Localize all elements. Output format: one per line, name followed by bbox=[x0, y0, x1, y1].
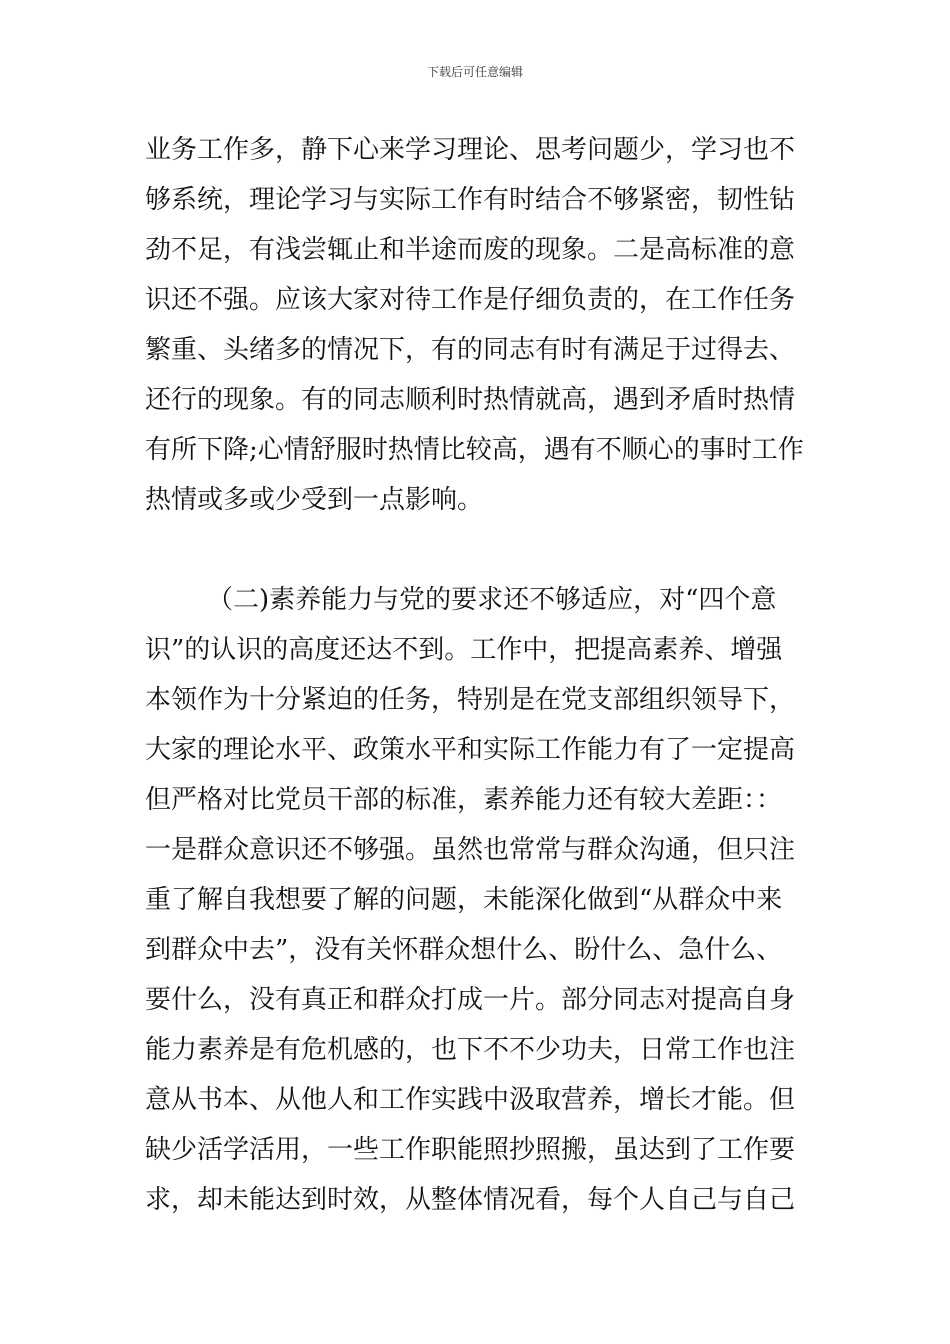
text-line: 大家的理论水平、政策水平和实际工作能力有了一定提高 bbox=[145, 735, 796, 765]
text-line: （二)素养能力与党的要求还不够适应，对“四个意 bbox=[207, 585, 777, 615]
text-line: 意从书本、从他人和工作实践中汲取营养，增长才能。但 bbox=[145, 1085, 796, 1115]
text-line: 热情或多或少受到一点影响。 bbox=[145, 485, 484, 515]
text-line: 本领作为十分紧迫的任务，特别是在党支部组织领导下， bbox=[145, 685, 796, 715]
text-line: 要什么，没有真正和群众打成一片。部分同志对提高自身 bbox=[145, 985, 796, 1015]
text-line: 够系统，理论学习与实际工作有时结合不够紧密，韧性钻 bbox=[145, 185, 796, 215]
text-line: 能力素养是有危机感的，也下不不少功夫，日常工作也注 bbox=[145, 1035, 796, 1065]
text-line: 缺少活学活用，一些工作职能照抄照搬，虽达到了工作要 bbox=[145, 1135, 796, 1165]
text-line: 到群众中去”，没有关怀群众想什么、盼什么、急什么、 bbox=[145, 935, 783, 965]
text-line: 识”的认识的高度还达不到。工作中，把提高素养、增强 bbox=[145, 635, 783, 665]
text-line: 重了解自我想要了解的问题，未能深化做到“从群众中来 bbox=[145, 885, 783, 915]
text-line: 还行的现象。有的同志顺利时热情就高，遇到矛盾时热情 bbox=[145, 385, 796, 415]
header-note: 下载后可任意编辑 bbox=[426, 65, 523, 79]
text-line: 有所下降;心情舒服时热情比较高，遇有不顺心的事时工作 bbox=[145, 435, 804, 465]
text-line: 繁重、头绪多的情况下，有的同志有时有满足于过得去、 bbox=[145, 335, 796, 365]
text-line: 一是群众意识还不够强。虽然也常常与群众沟通，但只注 bbox=[145, 835, 796, 865]
paragraph-1 bbox=[145, 125, 815, 525]
text-line: 求，却未能达到时效，从整体情况看，每个人自己与自己 bbox=[145, 1185, 796, 1215]
text-line: 但严格对比党员干部的标准，素养能力还有较大差距：： bbox=[145, 785, 783, 815]
text-line: 业务工作多，静下心来学习理论、思考问题少，学习也不 bbox=[145, 135, 796, 165]
text-line: 劲不足，有浅尝辄止和半途而废的现象。二是高标准的意 bbox=[145, 235, 796, 265]
text-line: 识还不强。应该大家对待工作是仔细负责的，在工作任务 bbox=[145, 285, 796, 315]
paragraph-2 bbox=[145, 575, 815, 1225]
